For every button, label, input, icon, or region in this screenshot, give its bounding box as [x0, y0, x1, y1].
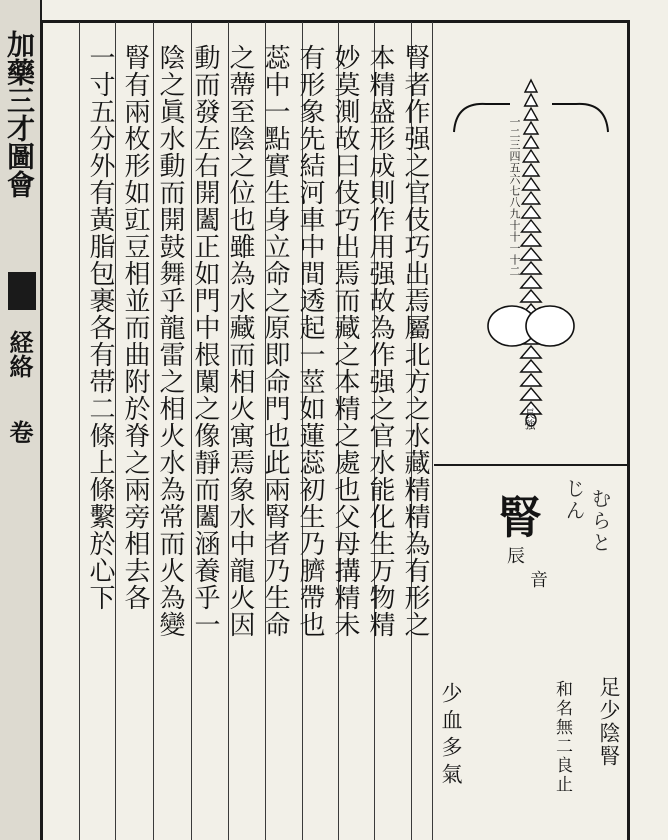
side-note-blood-qi: 少血多氣 — [439, 682, 463, 790]
binding-title: 加藥三才圖會 — [3, 30, 36, 198]
text-column: 一寸五分外有黃脂包裹各有帯二條上條繫於心下 — [85, 44, 115, 611]
text-column: 之蔕至陰之位也雖為水藏而相火寓焉象水中龍火因 — [225, 44, 255, 638]
text-column: 本精盛形成則作用强故為作强之官水能化生万物精 — [365, 44, 395, 638]
kidney-illustration — [434, 22, 627, 466]
kana-reading — [560, 478, 589, 522]
text-column: 陰之眞水動而開鼓舞乎龍雷之相火水為常而火為變 — [155, 44, 185, 638]
binding-volume: 卷 — [5, 420, 34, 444]
vertebra — [523, 150, 539, 162]
vertebra — [523, 178, 540, 190]
vertebra — [521, 248, 541, 260]
text-column: 有形象先結河車中間透起一莖如蓮蕊初生乃臍帶也 — [295, 44, 325, 638]
vertebra — [525, 94, 538, 106]
right-kidney — [526, 306, 574, 346]
vertebra — [521, 346, 541, 358]
binding-section: 経絡 — [5, 330, 34, 378]
text-column: 腎有兩枚形如豇豆相並而曲附於脊之兩旁相去各 — [120, 44, 150, 611]
kana-reading-2: むらと — [588, 488, 612, 554]
vertebra — [521, 290, 541, 302]
vertebra — [521, 374, 541, 386]
side-note-japanese-name: 和名無二良止 — [552, 680, 572, 794]
vertebra — [525, 80, 537, 92]
text-column: 動而發左右開闔正如門中根闑之像靜而闔涵養乎一 — [190, 44, 220, 638]
text-column: 妙莫測故曰伎巧出焉而藏之本精之處也父母搆精未 — [330, 44, 360, 638]
vertebra — [521, 276, 541, 288]
vertebra — [521, 360, 541, 372]
column-rule — [432, 22, 433, 840]
changqiang-label: 長強 — [523, 408, 536, 430]
binding-mark — [8, 272, 36, 310]
spine-diagram — [434, 22, 627, 464]
kana-jin: じん — [562, 478, 586, 522]
page-title: 腎 — [498, 493, 542, 544]
vertebra — [523, 164, 539, 176]
binding-strip — [0, 0, 42, 840]
vertebra — [524, 122, 538, 134]
vertebra — [522, 220, 541, 232]
main-text — [56, 44, 432, 834]
text-column: 蕊中一點實生身立命之原即命門也此兩腎者乃生命 — [260, 44, 290, 638]
vertebra — [524, 108, 537, 120]
vertebra — [522, 206, 540, 218]
reading-label: 音 — [530, 570, 548, 591]
vertebra — [522, 192, 540, 204]
vertebra — [521, 234, 541, 246]
vertebra-numbers: 一二三四五六七八九十十一十二 — [508, 116, 521, 277]
vertebra — [524, 136, 539, 148]
text-column: 腎者作强之官伎巧出焉屬北方之水藏精精為有形之 — [400, 44, 430, 638]
vertebra — [521, 388, 541, 400]
side-note-meridian: 足少陰腎 — [597, 676, 621, 768]
reading-char: 辰 — [507, 546, 525, 567]
vertebra — [521, 262, 541, 274]
